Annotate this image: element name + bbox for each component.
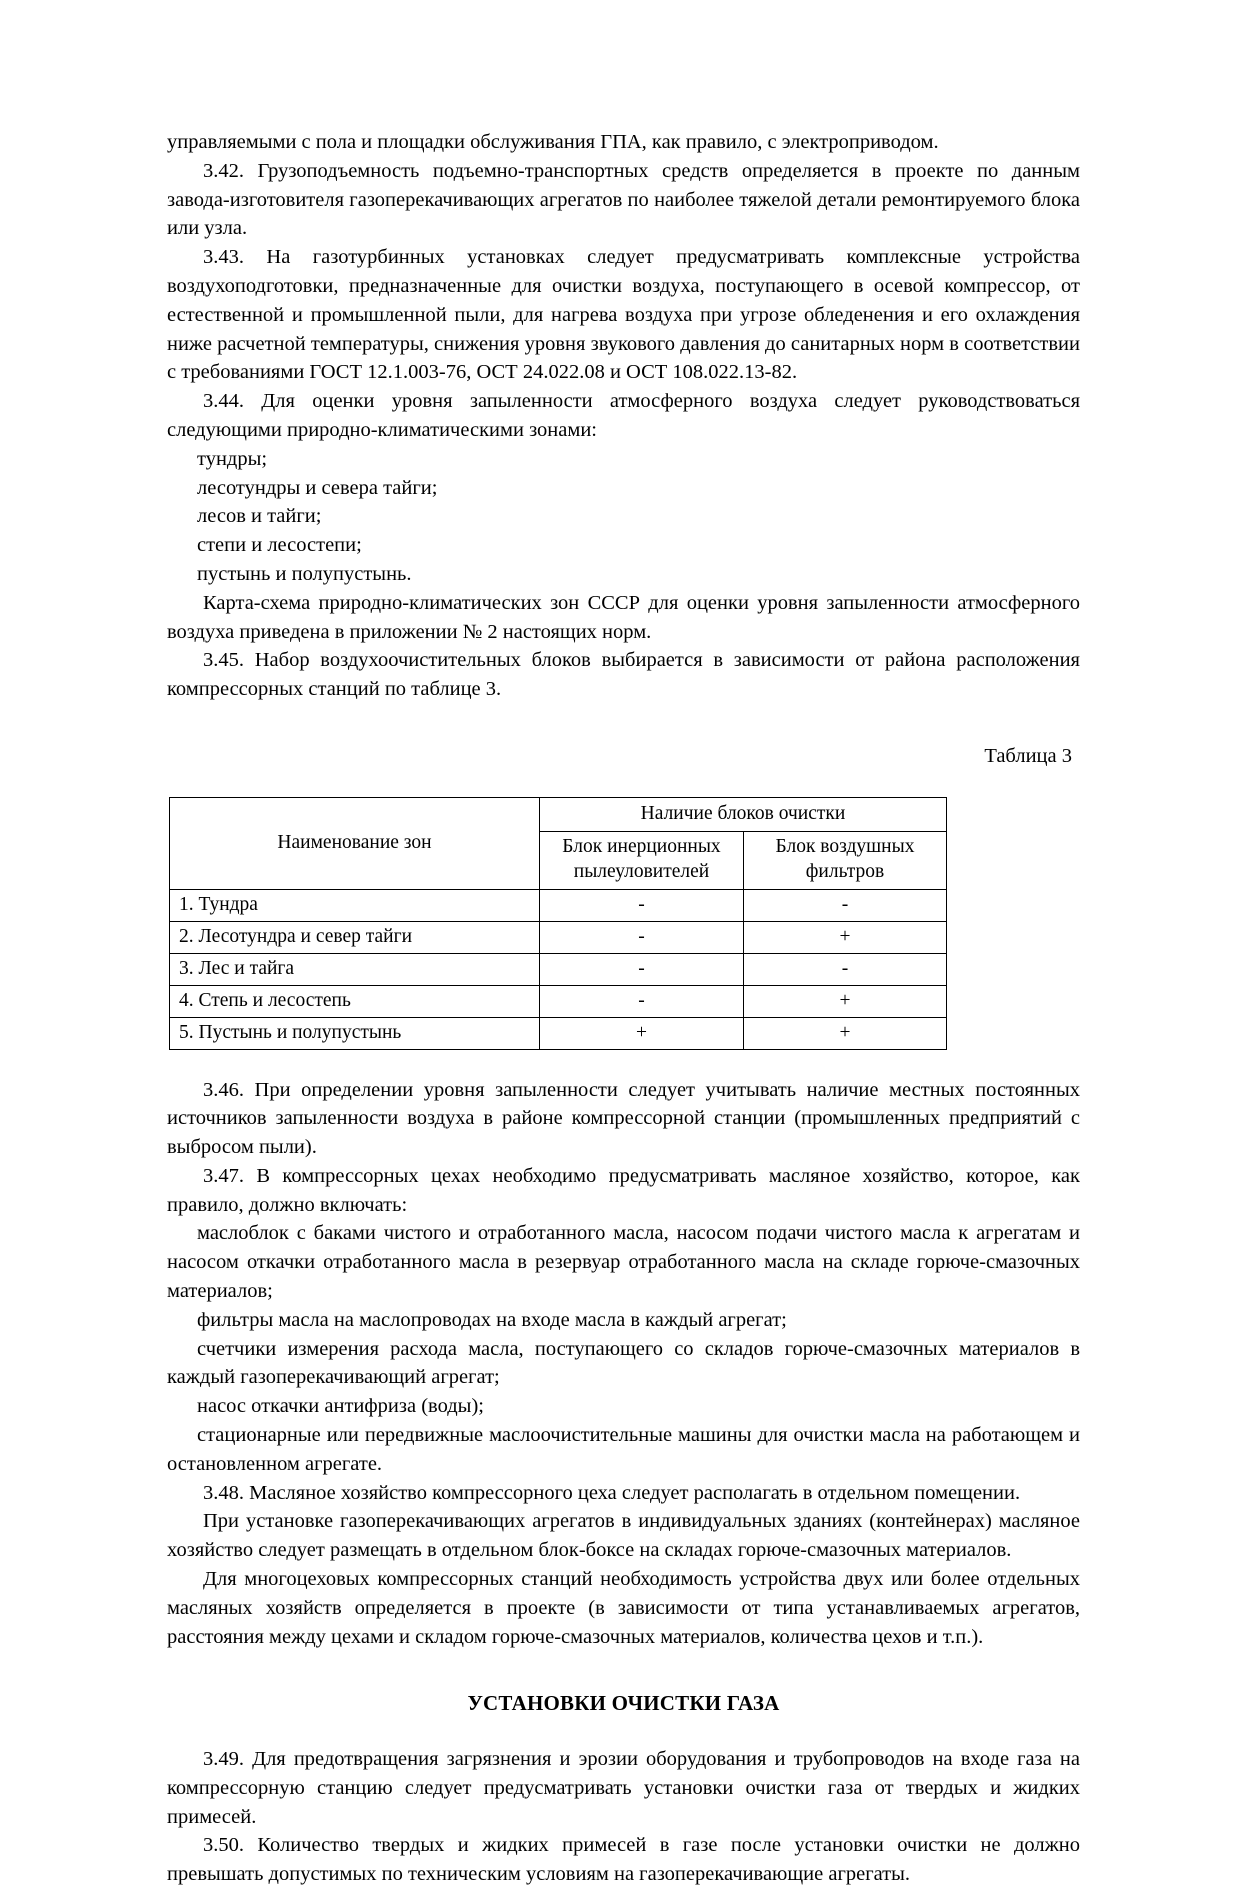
section-heading-gas-cleaning: УСТАНОВКИ ОЧИСТКИ ГАЗА xyxy=(467,1691,780,1716)
table-head xyxy=(170,797,947,889)
document-body xyxy=(167,128,1080,1889)
oil-list-item-3: счетчики измерения расхода масла, поступающего со складов горюче-смазочных материалов в каждый газоперекачивающий агрегат; xyxy=(167,1337,1080,1389)
paragraph-3-48: 3.48. Масляное хозяйство компрессорного цеха следует располагать в отдельном помещении. xyxy=(203,1481,1021,1504)
cell-zone-name: 1. Тундра xyxy=(170,889,540,921)
cell-air-filter: - xyxy=(744,953,947,985)
cell-inertial: - xyxy=(540,985,744,1017)
cell-zone-name: 4. Степь и лесостепь xyxy=(170,985,540,1017)
oil-list-item-5: стационарные или передвижные маслоочистительные машины для очистки масла на работающем и остановленном агрегате. xyxy=(167,1424,1080,1475)
cell-zone-name: 2. Лесотундра и север тайги xyxy=(170,921,540,953)
header-air-filter: Блок воздушных фильтров xyxy=(744,831,947,889)
header-inertial-dust-collector: Блок инерционных пылеуловителей xyxy=(540,831,744,889)
spacer-after-heading xyxy=(167,1719,1080,1745)
cell-zone-name: 3. Лес и тайга xyxy=(170,953,540,985)
table-row xyxy=(170,953,947,985)
paragraph-3-47: 3.47. В компрессорных цехах необходимо предусматривать масляное хозяйство, которое, как правило, должно включать: xyxy=(167,1164,1080,1216)
cell-inertial: + xyxy=(540,1017,744,1049)
zone-list-item-3: лесов и тайги; xyxy=(197,505,322,528)
zones-table xyxy=(169,797,947,1050)
header-cleaning-blocks-group: Наличие блоков очистки xyxy=(540,797,947,831)
cell-air-filter: + xyxy=(744,1017,947,1049)
table-header-row-1 xyxy=(170,797,947,831)
intro-line: управляемыми с пола и площадки обслуживания ГПА, как правило, с электроприводом. xyxy=(167,131,939,153)
cell-inertial: - xyxy=(540,889,744,921)
oil-list-item-4: насос откачки антифриза (воды); xyxy=(197,1395,484,1418)
table-container xyxy=(167,797,1080,1050)
paragraph-3-43: 3.43. На газотурбинных установках следует предусматривать комплексные устройства воздухоподготовки, предназначенные для очистки воздуха, поступающего в осевой компрессор, от естественной и промышленной пыли, для нагрева воздуха при угрозе обледенения и его охлаждения ниже расчетной температуры, снижения уровня звукового давления до санитарных норм в соответствии с требованиями ГОСТ 12.1.003-76, ОСТ 24.022.08 и ОСТ 108.022.13-82. xyxy=(167,246,1080,384)
cell-air-filter: - xyxy=(744,889,947,921)
spacer-before-table xyxy=(167,771,1080,797)
table-caption: Таблица 3 xyxy=(984,744,1072,767)
paragraph-map-scheme: Карта-схема природно-климатических зон СССР для оценки уровня запыленности атмосферного воздуха приведена в приложении № 2 настоящих норм. xyxy=(167,591,1080,643)
paragraph-3-48-c: Для многоцеховых компрессорных станций необходимость устройства двух или более отдельных масляных хозяйств определяется в проекте (в зависимости от типа устанавливаемых агрегатов, расстояния между цехами и складом горюче-смазочных материалов, количества цехов и т.п.). xyxy=(167,1568,1080,1648)
cell-air-filter: + xyxy=(744,985,947,1017)
table-body xyxy=(170,889,947,1049)
oil-list-item-1: маслоблок с баками чистого и отработанного масла, насосом подачи чистого масла к агрегатам и насосом откачки отработанного масла в резервуар отработанного масла на складе горюче-смазочных материалов; xyxy=(167,1222,1080,1303)
zone-list-item-4: степи и лесостепи; xyxy=(197,534,362,557)
paragraph-3-50: 3.50. Количество твердых и жидких примесей в газе после установки очистки не должно превышать допустимых по техническим условиям на газоперекачивающие агрегаты. xyxy=(167,1834,1080,1886)
paragraph-3-46: 3.46. При определении уровня запыленности следует учитывать наличие местных постоянных источников запыленности воздуха в районе компрессорной станции (промышленных предприятий с выбросом пыли). xyxy=(167,1078,1080,1159)
table-row xyxy=(170,1017,947,1049)
header-zone-name: Наименование зон xyxy=(170,797,540,889)
cell-air-filter: + xyxy=(744,921,947,953)
cell-inertial: - xyxy=(540,921,744,953)
paragraph-3-42: 3.42. Грузоподъемность подъемно-транспортных средств определяется в проекте по данным завода-изготовителя газоперекачивающих агрегатов по наиболее тяжелой детали ремонтируемого блока или узла. xyxy=(167,159,1080,240)
paragraph-3-49: 3.49. Для предотвращения загрязнения и эрозии оборудования и трубопроводов на входе газа на компрессорную станцию следует предусматривать установки очистки газа от твердых и жидких примесей. xyxy=(167,1747,1080,1828)
zone-list-item-5: пустынь и полупустынь. xyxy=(197,562,412,585)
cell-zone-name: 5. Пустынь и полупустынь xyxy=(170,1017,540,1049)
paragraph-3-45: 3.45. Набор воздухоочистительных блоков выбирается в зависимости от района расположения компрессорных станций по таблице 3. xyxy=(167,649,1080,701)
zone-list-item-1: тундры; xyxy=(197,447,268,470)
zone-list-item-2: лесотундры и севера тайги; xyxy=(197,476,438,499)
table-row xyxy=(170,985,947,1017)
spacer-before-caption xyxy=(167,704,1080,742)
spacer-after-table xyxy=(167,1050,1080,1076)
paragraph-3-44: 3.44. Для оценки уровня запыленности атмосферного воздуха следует руководствоваться следующими природно-климатическими зонами: xyxy=(167,390,1080,441)
oil-list-item-2: фильтры масла на маслопроводах на входе масла в каждый агрегат; xyxy=(197,1308,787,1331)
spacer-before-heading xyxy=(167,1651,1080,1689)
cell-inertial: - xyxy=(540,953,744,985)
paragraph-3-48-b: При установке газоперекачивающих агрегатов в индивидуальных зданиях (контейнерах) масляное хозяйство следует размещать в отдельном блок-боксе на складах горюче-смазочных материалов. xyxy=(167,1510,1080,1562)
table-row xyxy=(170,921,947,953)
table-row xyxy=(170,889,947,921)
